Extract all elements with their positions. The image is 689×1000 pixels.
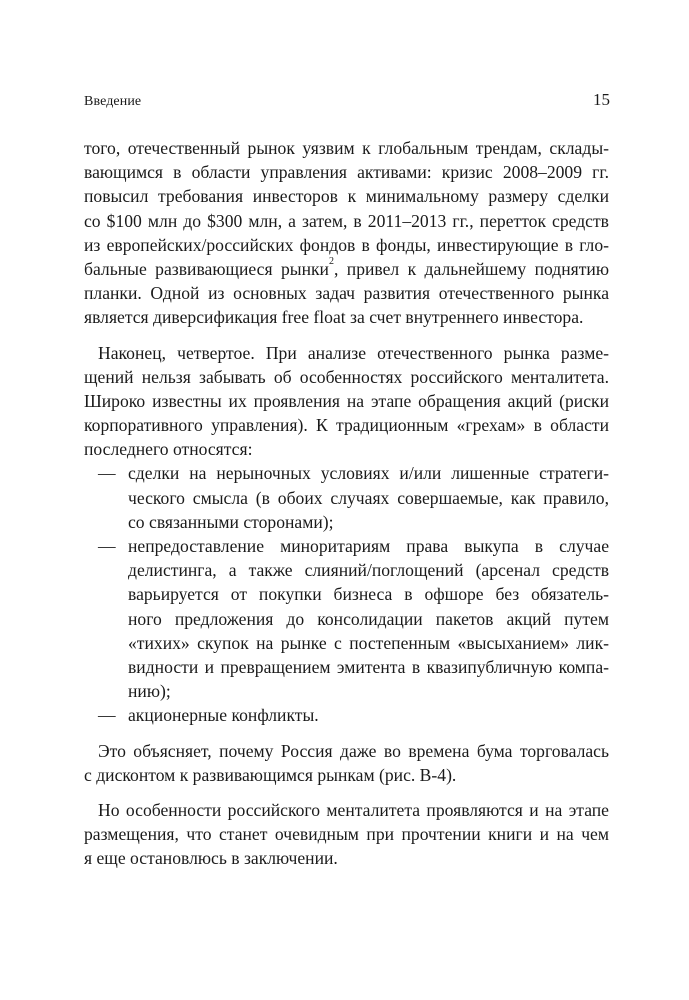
- text-line: Широко известны их проявления на этапе обращения акций (риски: [84, 390, 609, 411]
- paragraph-1: [84, 136, 609, 330]
- text-line: из европейских/российских фондов в фонды, инвестирующие в гло-: [84, 234, 609, 255]
- text-line: нию);: [128, 681, 171, 702]
- list-item: [84, 534, 609, 703]
- text-line: я еще остановлюсь в заключении.: [84, 848, 338, 869]
- footnote-ref: 2: [328, 256, 334, 268]
- list-item: [84, 703, 609, 727]
- running-header-section: Введение: [84, 94, 142, 109]
- text-line: того, отечественный рынок уязвим к глобальным трендам, склады-: [84, 138, 609, 158]
- text-line: повысил требования инвесторов к минимальному размеру сделки: [84, 186, 609, 207]
- page-body: [84, 136, 609, 870]
- paragraph-2: [84, 341, 609, 462]
- text-line: корпоративного управления). К традиционным «грехам» в области: [84, 415, 609, 436]
- text-line: «тихих» скупок на рынке с постепенным «высыханием» лик-: [128, 632, 609, 653]
- text-line: ного предложения до консолидации пакетов акций путем: [128, 608, 609, 629]
- list-item: [84, 461, 609, 534]
- text-segment: , привел к дальнейшему поднятию: [333, 258, 609, 279]
- text-line: делистинга, а также слияний/поглощений (арсенал средств: [128, 560, 609, 581]
- paragraph-4: [84, 798, 609, 871]
- text-line: варьируется от покупки бизнеса в офшоре без обязатель-: [128, 584, 609, 605]
- text-line: видности и превращением эмитента в квазипубличную компа-: [128, 656, 609, 677]
- text-segment: бальные развивающиеся рынки: [84, 258, 329, 279]
- text-line: Это объясняет, почему Россия даже во времена бума торговалась: [98, 740, 609, 761]
- text-line: акционерные конфликты.: [128, 705, 319, 726]
- text-line: сделки на нерыночных условиях и/или лишенные стратеги-: [128, 463, 609, 484]
- list-dash: —: [98, 463, 116, 484]
- text-line: планки. Одной из основных задач развития отечественного рынка: [84, 283, 609, 304]
- text-line: Но особенности российского менталитета проявляются и на этапе: [98, 799, 609, 820]
- list-dash: —: [98, 536, 116, 556]
- list-dash: —: [98, 705, 116, 726]
- text-line: щений нельзя забывать об особенностях российского менталитета.: [84, 366, 609, 387]
- text-line: со связанными сторонами);: [128, 511, 334, 532]
- text-line: непредоставление миноритариям права выкупа в случае: [128, 536, 609, 556]
- paragraph-3: [84, 739, 609, 787]
- text-line: ческого смысла (в обоих случаях совершаемые, как правило,: [128, 487, 609, 508]
- text-line: [84, 257, 609, 281]
- page-number: 15: [593, 90, 610, 109]
- text-line: Наконец, четвертое. При анализе отечественного рынка разме-: [98, 342, 609, 363]
- text-line: с дисконтом к развивающимся рынкам (рис. В-4).: [84, 764, 457, 785]
- text-line: является диверсификация free float за счет внутреннего инвестора.: [84, 307, 584, 328]
- text-line: размещения, что станет очевидным при прочтении книги и на чем: [84, 824, 609, 845]
- text-line: последнего относятся:: [84, 439, 253, 460]
- text-line: вающимся в области управления активами: кризис 2008–2009 гг.: [84, 162, 609, 183]
- list: [84, 461, 609, 727]
- text-line: со $100 млн до $300 млн, а затем, в 2011–2013 гг., перетток средств: [84, 210, 609, 231]
